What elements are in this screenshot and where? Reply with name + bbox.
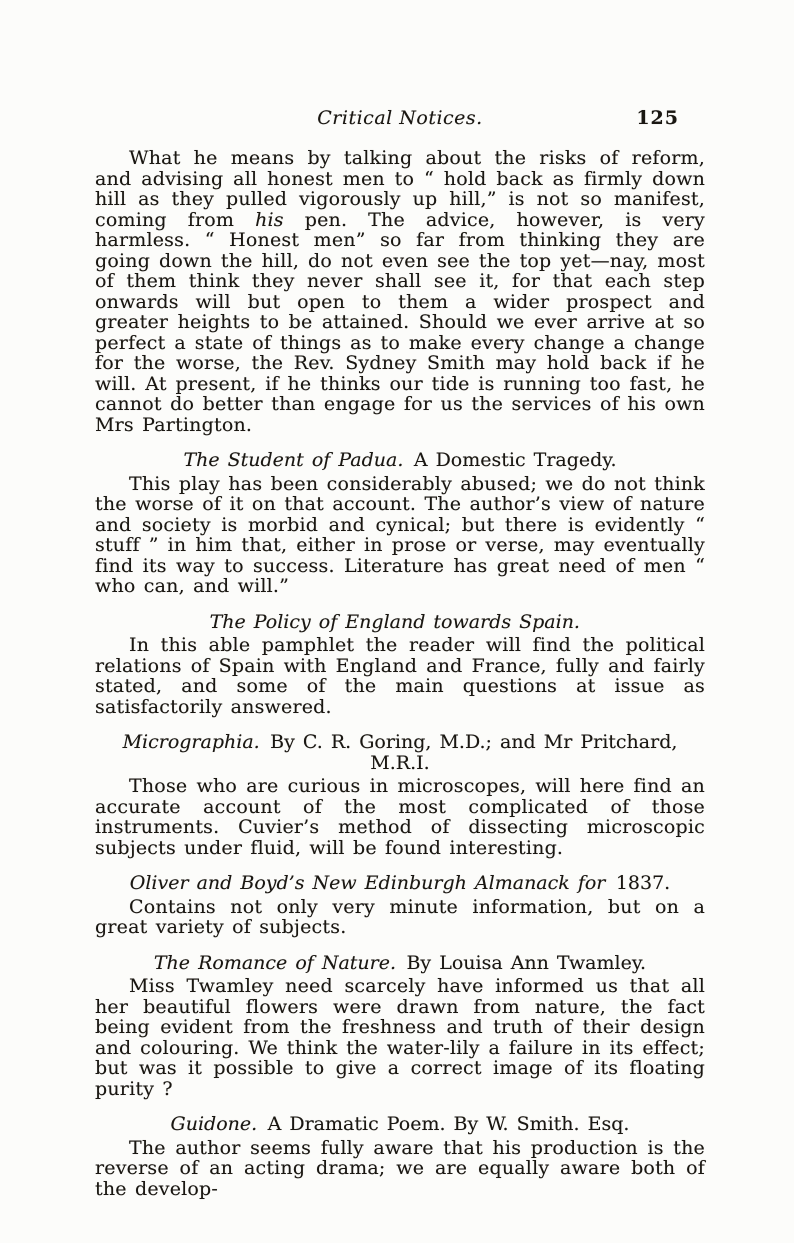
intro-text-after: pen. The advice, however, is very harmless. “ Honest men” so far from thinking they are going down the hill, do not even see the top yet—nay, most of them think they never shall see it, for that each step onwards will but open to them a wider prospect and greater heights to be attained. Should we ever arrive at so perfect a state of things as to make every change a change for the worse, the Rev. Sydney Smith may hold back if he will. At present, if he thinks our tide is running too fast, he cannot do better than engage for us the services of his own Mrs Partington. — [95, 208, 705, 436]
work-subtitle: By Louisa Ann Twamley. — [406, 951, 647, 974]
review-section-student-of-padua — [95, 450, 705, 597]
section-paragraph: In this able pamphlet the reader will find the political relations of Spain with England and France, fully and fairly stated, and some of the main questions at issue as satisfactorily answered. — [95, 634, 705, 718]
running-title: Critical Notices. — [317, 107, 483, 129]
intro-italic-word: his — [255, 208, 284, 231]
work-title: The Policy of England towards Spain. — [209, 610, 580, 633]
work-subtitle: By C. R. Goring, M.D.; and Mr Pritchard, M.R.I. — [270, 731, 678, 774]
paragraph-intro — [95, 148, 705, 435]
section-heading — [95, 873, 705, 894]
work-title: Oliver and Boyd’s New Edinburgh Almanack for — [129, 872, 606, 894]
work-title: Guidone. — [170, 1113, 258, 1135]
review-section-policy-of-england — [95, 612, 705, 718]
section-paragraph: Contains not only very minute information, but on a great variety of subjects. — [95, 895, 705, 938]
work-title: The Student of Padua. — [183, 449, 404, 471]
running-header — [95, 108, 705, 130]
intro-text-before: What he means by talking about the risks of reform, and advising all honest men to “ hold back as firmly down hill as they pulled vigorously up hill,” is not so manifest, coming from — [95, 147, 705, 231]
section-heading — [95, 732, 705, 773]
review-section-edinburgh-almanack — [95, 873, 705, 938]
work-subtitle: A Dramatic Poem. By W. Smith. Esq. — [267, 1113, 630, 1135]
work-subtitle: 1837. — [615, 872, 671, 894]
work-title: Micrographia. — [122, 731, 260, 753]
page-number: 125 — [636, 107, 679, 129]
review-section-guidone — [95, 1114, 705, 1199]
section-paragraph: The author seems fully aware that his production is the reverse of an acting drama; we are equally aware both of the develop- — [95, 1136, 705, 1200]
section-paragraph: This play has been considerably abused; we do not think the worse of it on that account. The author’s view of nature and society is morbid and cynical; but there is evidently “ stuff ” in him that, either in prose or verse, may eventually find its way to success. Literature has great need of men “ who can, and will.” — [95, 472, 705, 597]
section-paragraph: Miss Twamley need scarcely have informed us that all her beautiful flowers were drawn from nature, the fact being evident from the freshness and truth of their design and colouring. We think the water-lily a failure in its effect; but was it possible to give a correct image of its floating purity ? — [95, 975, 705, 1100]
section-heading — [95, 612, 705, 633]
work-subtitle: A Domestic Tragedy. — [413, 449, 617, 471]
section-heading — [95, 450, 705, 471]
review-section-romance-of-nature — [95, 953, 705, 1100]
work-title: The Romance of Nature. — [153, 951, 397, 974]
section-heading — [95, 953, 705, 974]
review-section-micrographia — [95, 732, 705, 858]
section-paragraph: Those who are curious in microscopes, will here find an accurate account of the most complicated of those instruments. Cuvier’s method of dissecting microscopic subjects under fluid, will be found interesting. — [95, 775, 705, 859]
section-heading — [95, 1114, 705, 1135]
